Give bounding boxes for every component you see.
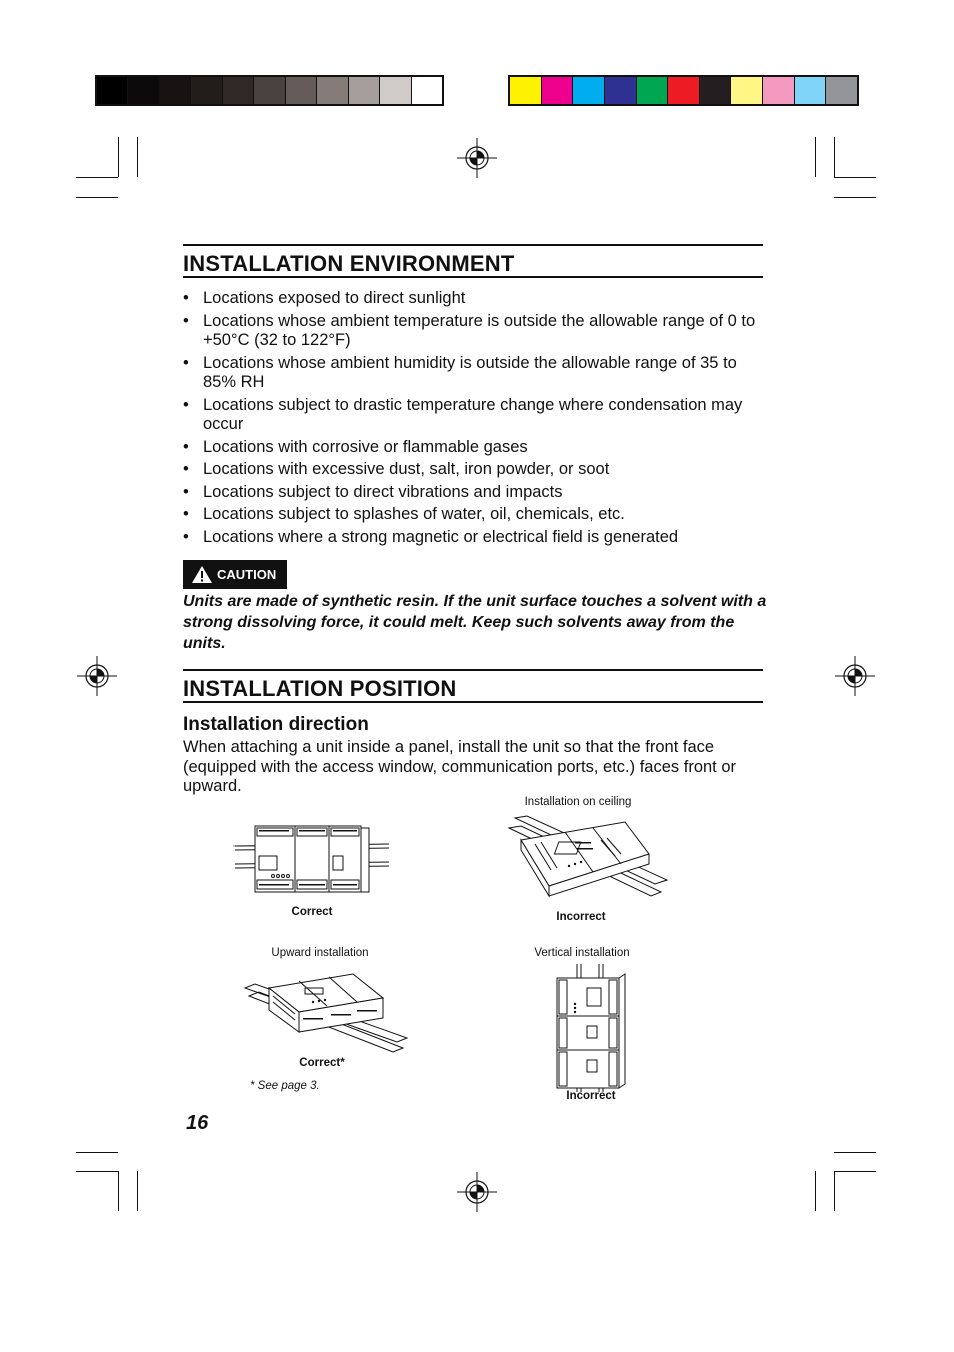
color-swatch: [637, 77, 669, 104]
subheading-direction: Installation direction: [183, 714, 369, 735]
ceiling-title: Installation on ceiling: [524, 796, 632, 808]
color-swatch: [763, 77, 795, 104]
color-swatch: [317, 77, 348, 104]
color-swatch: [542, 77, 574, 104]
vertical-caption: Incorrect: [566, 1090, 616, 1102]
color-swatch: [668, 77, 700, 104]
color-swatch: [191, 77, 222, 104]
caution-label: CAUTION: [217, 567, 277, 582]
list-item: • Locations whose ambient temperature is outside the allowable range of 0 to +50°C (32 to 122°F): [183, 312, 765, 351]
color-swatch: [223, 77, 254, 104]
section-heading-position: [183, 669, 763, 703]
upward-caption: Correct*: [299, 1057, 345, 1069]
list-item: • Locations subject to splashes of water, oil, chemicals, etc.: [183, 505, 765, 525]
unit-vertical-illustration: [553, 964, 629, 1092]
unit-ceiling-illustration: [505, 814, 670, 910]
list-item: • Locations with corrosive or flammable gases: [183, 438, 765, 458]
section-title: INSTALLATION POSITION: [183, 676, 457, 701]
color-swatch: [731, 77, 763, 104]
color-calibration-bar: [508, 75, 859, 106]
registration-mark-top-icon: [457, 138, 497, 178]
section-title: INSTALLATION ENVIRONMENT: [183, 251, 515, 276]
vertical-title: Vertical installation: [534, 947, 630, 959]
color-swatch: [286, 77, 317, 104]
registration-mark-bottom-icon: [457, 1172, 497, 1212]
color-swatch: [795, 77, 827, 104]
registration-mark-left-icon: [77, 656, 117, 696]
list-item: • Locations where a strong magnetic or electrical field is generated: [183, 528, 765, 548]
color-swatch: [380, 77, 411, 104]
section-heading-environment: [183, 244, 763, 278]
color-swatch: [349, 77, 380, 104]
color-swatch: [573, 77, 605, 104]
list-item: • Locations subject to direct vibrations and impacts: [183, 483, 765, 503]
caution-badge: [183, 560, 287, 589]
page-number: 16: [186, 1112, 209, 1134]
correct-caption: Correct: [291, 906, 333, 918]
color-swatch: [510, 77, 542, 104]
ceiling-caption: Incorrect: [556, 911, 606, 923]
color-swatch: [97, 77, 128, 104]
caution-text: Units are made of synthetic resin. If the unit surface touches a solvent with a strong dissolving force, it could melt. Keep such solvents away from the units.: [183, 593, 767, 652]
list-item: • Locations with excessive dust, salt, iron powder, or soot: [183, 460, 765, 480]
environment-bullet-list: [183, 289, 765, 550]
color-swatch: [412, 77, 442, 104]
warning-triangle-icon: [191, 565, 213, 584]
color-swatch: [160, 77, 191, 104]
color-swatch: [254, 77, 285, 104]
color-swatch: [605, 77, 637, 104]
registration-mark-right-icon: [835, 656, 875, 696]
upward-footnote: * See page 3.: [250, 1080, 320, 1092]
list-item: • Locations exposed to direct sunlight: [183, 289, 765, 309]
upward-title: Upward installation: [271, 947, 369, 959]
color-swatch: [128, 77, 159, 104]
color-swatch: [826, 77, 857, 104]
unit-upward-illustration: [243, 966, 409, 1056]
color-swatch: [700, 77, 732, 104]
list-item: • Locations subject to drastic temperature change where condensation may occur: [183, 396, 765, 435]
direction-paragraph: When attaching a unit inside a panel, install the unit so that the front face (equipped with the access window, communication ports, etc.) faces front or upward.: [183, 738, 737, 795]
list-item: • Locations whose ambient humidity is outside the allowable range of 35 to 85% RH: [183, 354, 765, 393]
unit-front-illustration: [233, 824, 391, 904]
gray-calibration-bar: [95, 75, 444, 106]
